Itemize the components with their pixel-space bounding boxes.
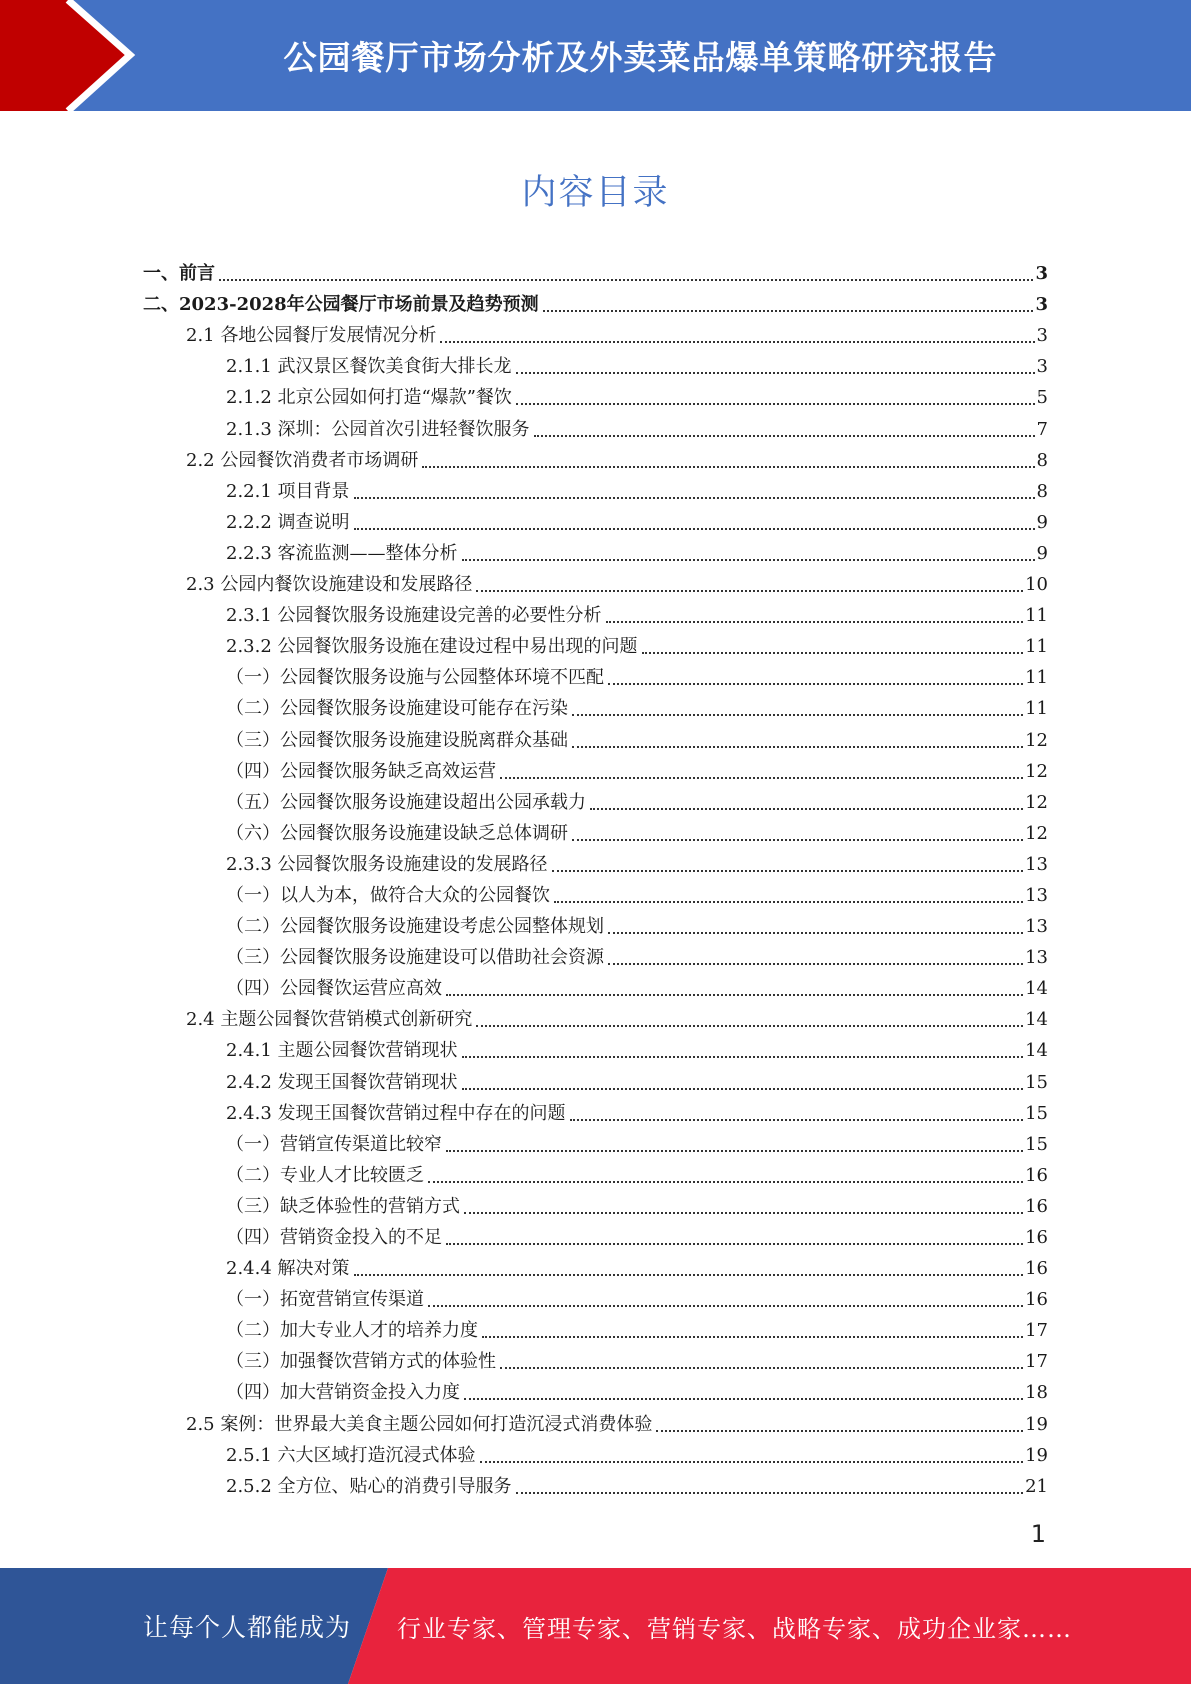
- toc-entry-title: 2.1.1 武汉景区餐饮美食街大排长龙: [226, 356, 512, 378]
- toc-dot-leader: [428, 1304, 1023, 1307]
- toc-entry[interactable]: [143, 441, 1048, 472]
- toc-dot-leader: [476, 1024, 1023, 1027]
- toc-entry-title: 2.4.4 解决对策: [226, 1258, 350, 1280]
- toc-entry-title: （一）营销宣传渠道比较窄: [226, 1133, 442, 1155]
- toc-entry-title: （三）公园餐饮服务设施建设可以借助社会资源: [226, 947, 604, 969]
- toc-entry[interactable]: [143, 814, 1048, 845]
- toc-entry-page: 13: [1025, 947, 1048, 969]
- toc-entry[interactable]: [143, 689, 1048, 720]
- toc-entry[interactable]: [143, 1249, 1048, 1280]
- toc-entry-page: 17: [1025, 1320, 1048, 1342]
- toc-entry[interactable]: [143, 627, 1048, 658]
- toc-entry[interactable]: [143, 1373, 1048, 1404]
- toc-dot-leader: [572, 713, 1023, 716]
- toc-entry-page: 3: [1035, 294, 1048, 316]
- toc-dot-leader: [552, 869, 1024, 872]
- toc-dot-leader: [516, 371, 1035, 374]
- toc-entry[interactable]: [143, 1187, 1048, 1218]
- toc-entry[interactable]: [143, 1436, 1048, 1467]
- toc-entry-page: 15: [1025, 1071, 1048, 1093]
- toc-dot-leader: [570, 1118, 1024, 1121]
- toc-entry[interactable]: [143, 378, 1048, 409]
- toc-entry-title: 二、2023-2028年公园餐厅市场前景及趋势预测: [143, 294, 539, 316]
- toc-entry-page: 3: [1035, 263, 1048, 285]
- toc-dot-leader: [476, 589, 1023, 592]
- toc-entry[interactable]: [143, 1342, 1048, 1373]
- toc-entry-page: 3: [1036, 325, 1048, 347]
- footer-slogan-left: 让每个人都能成为: [143, 1613, 352, 1642]
- toc-entry-title: （二）公园餐饮服务设施建设可能存在污染: [226, 698, 568, 720]
- toc-entry[interactable]: [143, 409, 1048, 440]
- toc-entry-title: 2.2 公园餐饮消费者市场调研: [186, 449, 419, 471]
- toc-entry-page: 12: [1025, 729, 1048, 751]
- toc-dot-leader: [462, 558, 1035, 561]
- toc-dot-leader: [608, 931, 1023, 934]
- toc-dot-leader: [500, 776, 1023, 779]
- toc-entry-page: 21: [1025, 1475, 1048, 1497]
- toc-entry-page: 17: [1025, 1351, 1048, 1373]
- toc-entry-page: 9: [1036, 542, 1048, 564]
- toc-dot-leader: [606, 620, 1024, 623]
- toc-entry-page: 11: [1025, 636, 1048, 658]
- toc-entry-title: 2.5.2 全方位、贴心的消费引导服务: [226, 1475, 512, 1497]
- toc-entry-title: 2.3.2 公园餐饮服务设施在建设过程中易出现的问题: [226, 636, 638, 658]
- toc-entry-title: 一、前言: [143, 263, 215, 285]
- toc-entry[interactable]: [143, 1031, 1048, 1062]
- toc-entry-title: （三）缺乏体验性的营销方式: [226, 1195, 460, 1217]
- toc-dot-leader: [446, 1149, 1023, 1152]
- toc-entry-title: 2.5 案例：世界最大美食主题公园如何打造沉浸式消费体验: [186, 1413, 653, 1435]
- toc-entry-title: 2.4.3 发现王国餐饮营销过程中存在的问题: [226, 1102, 566, 1124]
- toc-dot-leader: [642, 651, 1024, 654]
- toc-entry-title: 2.2.2 调查说明: [226, 511, 350, 533]
- toc-entry[interactable]: [143, 938, 1048, 969]
- toc-entry-title: （四）公园餐饮运营应高效: [226, 978, 442, 1000]
- toc-entry-title: （一）公园餐饮服务设施与公园整体环境不匹配: [226, 667, 604, 689]
- toc-entry-title: （四）公园餐饮服务缺乏高效运营: [226, 760, 496, 782]
- toc-dot-leader: [543, 309, 1034, 312]
- toc-entry-page: 7: [1036, 418, 1048, 440]
- toc-dot-leader: [354, 1273, 1024, 1276]
- toc-entry[interactable]: [143, 1062, 1048, 1093]
- toc-entry[interactable]: [143, 969, 1048, 1000]
- toc-entry-title: （三）加强餐饮营销方式的体验性: [226, 1351, 496, 1373]
- toc-entry[interactable]: [143, 907, 1048, 938]
- toc-entry-page: 13: [1025, 884, 1048, 906]
- toc-entry[interactable]: [143, 472, 1048, 503]
- toc-entry[interactable]: [143, 596, 1048, 627]
- toc-entry-page: 10: [1025, 574, 1048, 596]
- toc-entry-page: 18: [1025, 1382, 1048, 1404]
- toc-entry-title: 2.3.1 公园餐饮服务设施建设完善的必要性分析: [226, 605, 602, 627]
- toc-entry-title: 2.4.1 主题公园餐饮营销现状: [226, 1040, 458, 1062]
- report-header-banner: [0, 0, 1191, 111]
- toc-entry[interactable]: [143, 1000, 1048, 1031]
- toc-dot-leader: [572, 838, 1023, 841]
- toc-entry-page: 13: [1025, 916, 1048, 938]
- toc-dot-leader: [608, 962, 1023, 965]
- toc-dot-leader: [464, 1211, 1023, 1214]
- toc-dot-leader: [440, 340, 1034, 343]
- toc-entry-title: 2.1.2 北京公园如何打造“爆款”餐饮: [226, 387, 512, 409]
- toc-entry[interactable]: [143, 1467, 1048, 1498]
- toc-entry-page: 16: [1025, 1289, 1048, 1311]
- toc-entry-page: 11: [1025, 605, 1048, 627]
- toc-dot-leader: [590, 807, 1023, 810]
- toc-dot-leader: [428, 1180, 1023, 1183]
- toc-entry-page: 11: [1025, 698, 1048, 720]
- toc-dot-leader: [464, 1397, 1023, 1400]
- toc-dot-leader: [462, 1087, 1024, 1090]
- toc-entry-page: 3: [1036, 356, 1048, 378]
- toc-entry-title: 2.5.1 六大区域打造沉浸式体验: [226, 1444, 476, 1466]
- toc-dot-leader: [572, 745, 1023, 748]
- toc-entry[interactable]: [143, 752, 1048, 783]
- toc-entry-page: 8: [1036, 480, 1048, 502]
- toc-entry[interactable]: [143, 565, 1048, 596]
- toc-entry-page: 16: [1025, 1227, 1048, 1248]
- toc-entry[interactable]: [143, 316, 1048, 347]
- toc-entry-title: 2.4.2 发现王国餐饮营销现状: [226, 1071, 458, 1093]
- toc-entry-title: （一）拓宽营销宣传渠道: [226, 1289, 424, 1311]
- toc-entry-title: 2.1.3 深圳：公园首次引进轻餐饮服务: [226, 418, 530, 440]
- toc-entry[interactable]: [143, 1218, 1048, 1249]
- toc-entry-title: 2.3 公园内餐饮设施建设和发展路径: [186, 574, 473, 596]
- page-number: 1: [1030, 1520, 1046, 1548]
- toc-entry-title: 2.1 各地公园餐厅发展情况分析: [186, 325, 437, 347]
- toc-dot-leader: [462, 1055, 1024, 1058]
- toc-entry[interactable]: [143, 658, 1048, 689]
- toc-entry-page: 12: [1025, 822, 1048, 844]
- toc-entry-page: 9: [1036, 511, 1048, 533]
- toc-entry-title: 2.2.3 客流监测——整体分析: [226, 542, 458, 564]
- toc-entry-page: 14: [1025, 1040, 1048, 1062]
- toc-entry-page: 15: [1025, 1102, 1048, 1124]
- toc-entry-title: 2.4 主题公园餐饮营销模式创新研究: [186, 1009, 473, 1031]
- toc-entry-page: 13: [1025, 853, 1048, 875]
- toc-dot-leader: [446, 993, 1023, 996]
- report-title: 公园餐厅市场分析及外卖菜品爆单策略研究报告: [283, 38, 998, 77]
- toc-entry[interactable]: [143, 783, 1048, 814]
- toc-entry-page: 11: [1025, 667, 1048, 689]
- toc-entry[interactable]: [143, 1156, 1048, 1187]
- toc-entry-page: 19: [1025, 1413, 1048, 1435]
- toc-entry-page: 14: [1025, 1009, 1048, 1031]
- toc-dot-leader: [480, 1460, 1024, 1463]
- toc-entry-title: （四）营销资金投入的不足: [226, 1227, 442, 1248]
- toc-entry-page: 12: [1025, 791, 1048, 813]
- toc-entry-title: （五）公园餐饮服务设施建设超出公园承载力: [226, 791, 586, 813]
- footer-banner: [0, 1568, 1191, 1684]
- footer-slogan-right: 行业专家、管理专家、营销专家、战略专家、成功企业家……: [397, 1614, 1072, 1643]
- toc-entry-title: （一）以人为本，做符合大众的公园餐饮: [226, 884, 550, 906]
- toc-heading: 内容目录: [521, 173, 670, 213]
- toc-entry-page: 16: [1025, 1195, 1048, 1217]
- toc-entry-page: 16: [1025, 1164, 1048, 1186]
- toc-entry-page: 16: [1025, 1258, 1048, 1280]
- toc-entry-page: 15: [1025, 1133, 1048, 1155]
- table-of-contents: [143, 254, 1048, 1498]
- toc-entry-title: 2.3.3 公园餐饮服务设施建设的发展路径: [226, 853, 548, 875]
- toc-entry-title: 2.2.1 项目背景: [226, 480, 350, 502]
- toc-dot-leader: [554, 900, 1023, 903]
- toc-entry[interactable]: [143, 347, 1048, 378]
- toc-dot-leader: [446, 1242, 1023, 1245]
- toc-entry[interactable]: [143, 876, 1048, 907]
- toc-dot-leader: [516, 402, 1035, 405]
- toc-entry-title: （六）公园餐饮服务设施建设缺乏总体调研: [226, 822, 568, 844]
- toc-entry[interactable]: [143, 534, 1048, 565]
- toc-dot-leader: [482, 1335, 1023, 1338]
- toc-entry[interactable]: [143, 254, 1048, 285]
- toc-dot-leader: [500, 1366, 1023, 1369]
- toc-dot-leader: [656, 1429, 1023, 1432]
- toc-entry[interactable]: [143, 1404, 1048, 1435]
- toc-entry-page: 8: [1036, 449, 1048, 471]
- toc-entry[interactable]: [143, 845, 1048, 876]
- toc-dot-leader: [354, 496, 1035, 499]
- toc-entry-page: 19: [1025, 1444, 1048, 1466]
- toc-entry-page: 14: [1025, 978, 1048, 1000]
- toc-entry[interactable]: [143, 1094, 1048, 1125]
- toc-dot-leader: [354, 527, 1035, 530]
- toc-entry-title: （四）加大营销资金投入力度: [226, 1382, 460, 1404]
- toc-entry[interactable]: [143, 285, 1048, 316]
- toc-entry-title: （二）公园餐饮服务设施建设考虑公园整体规划: [226, 916, 604, 938]
- toc-entry[interactable]: [143, 1311, 1048, 1342]
- toc-entry[interactable]: [143, 720, 1048, 751]
- toc-dot-leader: [516, 1491, 1024, 1494]
- toc-dot-leader: [422, 465, 1034, 468]
- toc-entry-title: （二）加大专业人才的培养力度: [226, 1320, 478, 1342]
- toc-entry[interactable]: [143, 1125, 1048, 1156]
- toc-entry[interactable]: [143, 503, 1048, 534]
- toc-entry[interactable]: [143, 1280, 1048, 1311]
- toc-entry-title: （三）公园餐饮服务设施建设脱离群众基础: [226, 729, 568, 751]
- toc-dot-leader: [219, 278, 1033, 281]
- toc-dot-leader: [608, 682, 1023, 685]
- toc-entry-page: 12: [1025, 760, 1048, 782]
- toc-entry-title: （二）专业人才比较匮乏: [226, 1164, 424, 1186]
- toc-dot-leader: [534, 434, 1035, 437]
- toc-entry-page: 5: [1036, 387, 1048, 409]
- header-red-arrow-decoration: [0, 0, 150, 111]
